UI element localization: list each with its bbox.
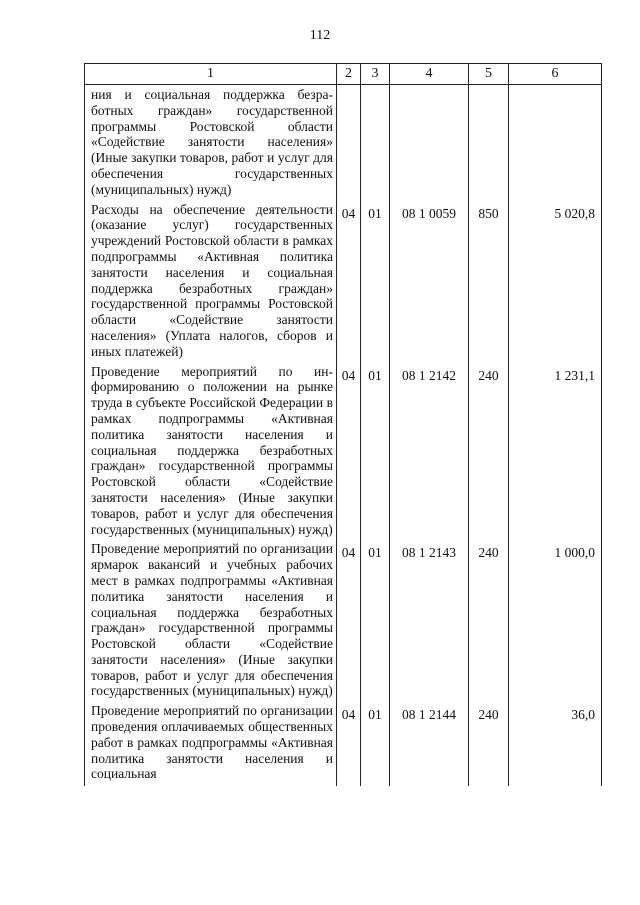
row-expense-type: 240 [469,703,509,786]
table-row [85,364,602,542]
row-expense-type: 850 [469,202,509,364]
row-target-code [390,85,469,202]
row-target-code: 08 1 2144 [390,703,469,786]
row-amount: 1 000,0 [509,541,602,703]
row-section: 04 [337,541,361,703]
row-target-code: 08 1 2142 [390,364,469,542]
row-subsection: 01 [361,541,390,703]
row-target-code: 08 1 2143 [390,541,469,703]
header-col-1: 1 [85,64,337,85]
header-col-6: 6 [509,64,602,85]
header-col-2: 2 [337,64,361,85]
row-description: Проведение мероприятий по организации ярмарок вакансий и учебных рабочих мест в рамках подпрограммы «Активная политика занятости населения и социальная поддержка безработных граждан» государственной программы Ростовской области «Содействие занятости населения» (Иные закупки товаров, работ и услуг для обеспечения государственных (муниципальных) нужд) [85,541,337,703]
row-amount: 36,0 [509,703,602,786]
row-subsection: 01 [361,202,390,364]
table-header-row [85,64,602,85]
row-description: ния и социальная поддержка безработных граждан» государственной программы Ростовской области «Содействие занятости населения» (Иные закупки товаров, работ и услуг для обеспечения государственных (муниципальных) нужд) [85,85,337,202]
row-amount: 5 020,8 [509,202,602,364]
row-section [337,85,361,202]
row-section: 04 [337,703,361,786]
row-subsection: 01 [361,703,390,786]
table-row [85,703,602,786]
row-description: Расходы на обеспечение деятельности (оказание услуг) государственных учреждений Ростовской области в рамках подпрограммы «Активная политика занятости населения и социальная поддержка безработных граждан» государственной программы Ростовской области «Содействие занятости населения» (Уплата налогов, сборов и иных платежей) [85,202,337,364]
row-amount [509,85,602,202]
row-expense-type [469,85,509,202]
table-row [85,541,602,703]
row-description: Проведение мероприятий по информированию о положении на рынке труда в субъекте Российской Федерации в рамках подпрограммы «Активная политика занятости населения и социальная поддержка безработных граждан» государственной программы Ростовской области «Содействие занятости населения» (Иные закупки товаров, работ и услуг для обеспечения государственных (муниципальных) нужд) [85,364,337,542]
row-subsection [361,85,390,202]
row-expense-type: 240 [469,364,509,542]
row-description: Проведение мероприятий по организации проведения оплачиваемых общественных работ в рамках подпрограммы «Активная политика занятости населения и социальная [85,703,337,786]
page-number: 112 [309,28,331,43]
row-target-code: 08 1 0059 [390,202,469,364]
header-col-3: 3 [361,64,390,85]
table-row [85,202,602,364]
header-col-5: 5 [469,64,509,85]
row-section: 04 [337,364,361,542]
row-subsection: 01 [361,364,390,542]
row-section: 04 [337,202,361,364]
row-amount: 1 231,1 [509,364,602,542]
row-expense-type: 240 [469,541,509,703]
table-row [85,85,602,202]
header-col-4: 4 [390,64,469,85]
budget-table [84,63,602,786]
